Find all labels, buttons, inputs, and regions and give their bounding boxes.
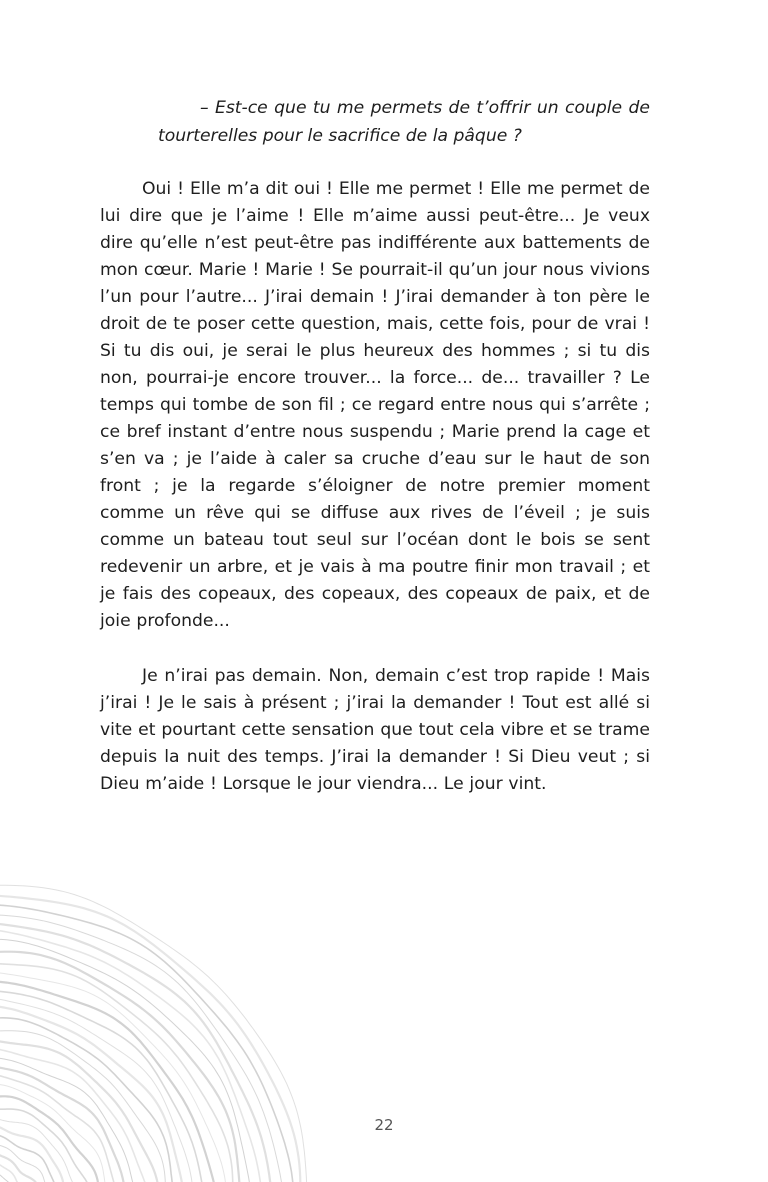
tree-ring (0, 952, 242, 1182)
tree-ring (0, 1047, 151, 1182)
tree-ring (0, 1006, 185, 1182)
tree-ring (0, 915, 285, 1182)
tree-ring (0, 981, 218, 1182)
tree-ring (0, 990, 207, 1182)
paragraph-1 (100, 176, 650, 635)
tree-ring (0, 1162, 32, 1182)
tree-ring (0, 963, 233, 1182)
tree-ring (0, 997, 195, 1182)
tree-ring (0, 972, 226, 1182)
tree-ring (0, 1018, 175, 1182)
tree-ring (0, 905, 294, 1182)
tree-ring (0, 1031, 166, 1182)
tree-ring (0, 885, 309, 1182)
tree-ring (0, 1141, 51, 1182)
tree-ring (0, 1039, 159, 1182)
tree-ring (0, 939, 253, 1182)
tree-ring (0, 1173, 25, 1182)
dialogue-text: – Est-ce que tu me permets de t’offrir un couple de tourterelles pour le sacrifice de la pâque ? (158, 98, 650, 146)
tree-ring (0, 1133, 63, 1182)
tree-ring (0, 895, 300, 1182)
tree-ring (0, 1151, 41, 1182)
paragraph-2 (100, 663, 650, 798)
page-number: 22 (374, 1116, 394, 1134)
paragraph-text: Oui ! Elle m’a dit oui ! Elle me permet ! Elle me permet de lui dire que je l’aime ! Elle m’aime aussi peut-être... Je veux dire qu’elle n’est peut-être pas indifférente aux battements de mon cœur. Marie ! Marie ! Se pourrait-il qu’un jour nous vivions l’un pour l’autre... J’irai demain ! J’irai demander à ton père le droit de te poser cette question, mais, cette fois, pour de vrai ! Si tu dis oui, je serai le plus heureux des hommes ; si tu dis non, pourrai-je encore trouver... la force... de... travailler ? Le temps qui tombe de son fil ; ce regard entre nous qui s’arrête ; ce bref instant d’entre nous suspendu ; Marie prend la cage et s’en va ; je l’aide à caler sa cruche d’eau sur le haut de son front ; je la regarde s’éloigner de notre premier moment comme un rêve qui se diffuse aux rives de l’éveil ; je suis comme un bateau tout seul sur l’océan dont le bois se sent redevenir un arbre, et je vais à ma poutre finir mon travail ; et je fais des copeaux, des copeaux, des copeaux de paix, et de joie profonde... (100, 179, 650, 631)
tree-ring (0, 1096, 99, 1182)
tree-ring (0, 929, 263, 1182)
dialogue-line (158, 94, 650, 150)
tree-ring (0, 922, 274, 1182)
paragraph-text: Je n’irai pas demain. Non, demain c’est trop rapide ! Mais j’irai ! Je le sais à présent ; j’irai la demander ! Tout est allé si vite et pourtant cette sensation que tout cela vibre et se trame depuis la nuit des temps. J’irai la demander ! Si Dieu veut ; si Dieu m’aide ! Lorsque le jour viendra... Le jour vint. (100, 666, 650, 794)
